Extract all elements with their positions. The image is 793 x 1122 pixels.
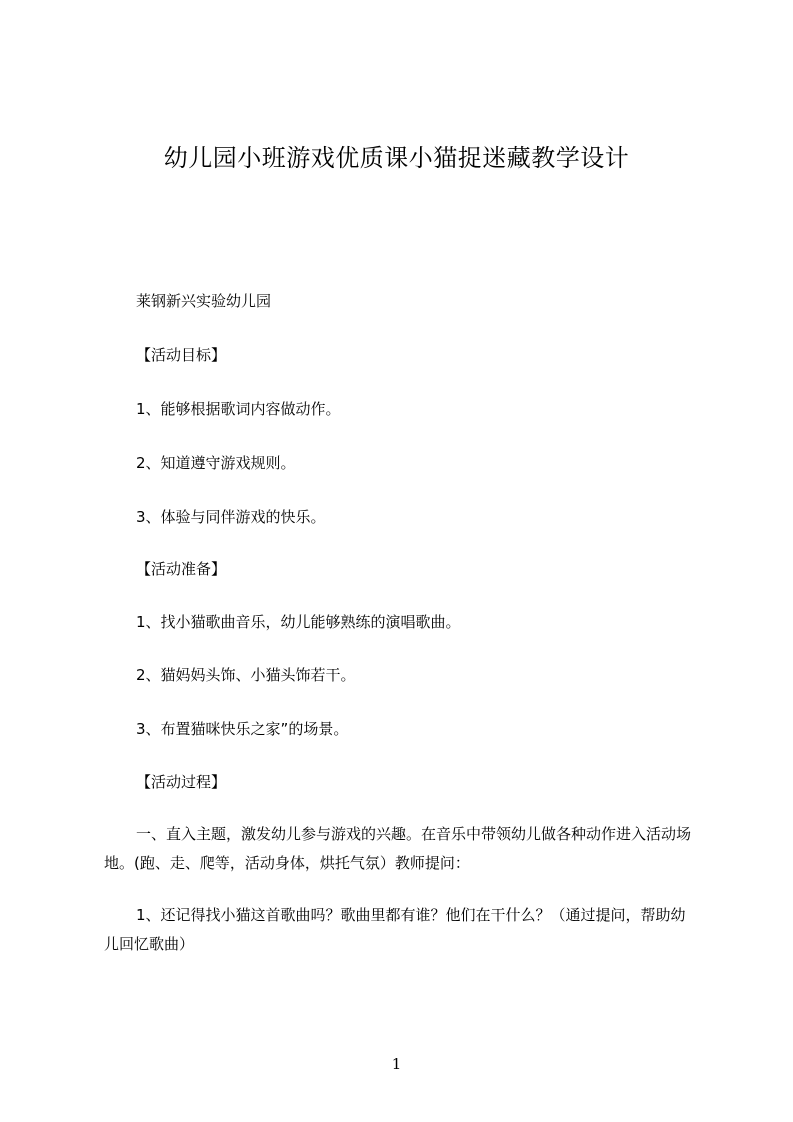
goal-item-3: 3、体验与同伴游戏的快乐。	[136, 508, 326, 526]
section-heading-process: 【活动过程】	[136, 773, 227, 791]
goal-item-2: 2、知道遵守游戏规则。	[136, 454, 296, 472]
preparation-item-3: 3、布置猫咪快乐之家”的场景。	[136, 720, 349, 738]
page-number: 1	[391, 1055, 402, 1073]
process-paragraph-2: 1、还记得找小猫这首歌曲吗？歌曲里都有谁？他们在干什么？（通过提问，帮助幼儿回忆歌曲）	[104, 906, 686, 953]
document-title: 幼儿园小班游戏优质课小猫捉迷藏教学设计	[163, 144, 630, 172]
preparation-item-1: 1、找小猫歌曲音乐，幼儿能够熟练的演唱歌曲。	[136, 613, 461, 631]
process-paragraph-1: 一、直入主题，激发幼儿参与游戏的兴趣。在音乐中带领幼儿做各种动作进入活动场地。(跑、走、爬等，活动身体，烘托气氛）教师提问：	[104, 825, 692, 872]
goal-item-1: 1、能够根据歌词内容做动作。	[136, 400, 341, 418]
section-heading-goals: 【活动目标】	[136, 346, 227, 364]
section-heading-preparation: 【活动准备】	[136, 560, 227, 578]
preparation-item-2: 2、猫妈妈头饰、小猫头饰若干。	[136, 666, 356, 684]
author-line: 莱钢新兴实验幼儿园	[136, 292, 272, 310]
